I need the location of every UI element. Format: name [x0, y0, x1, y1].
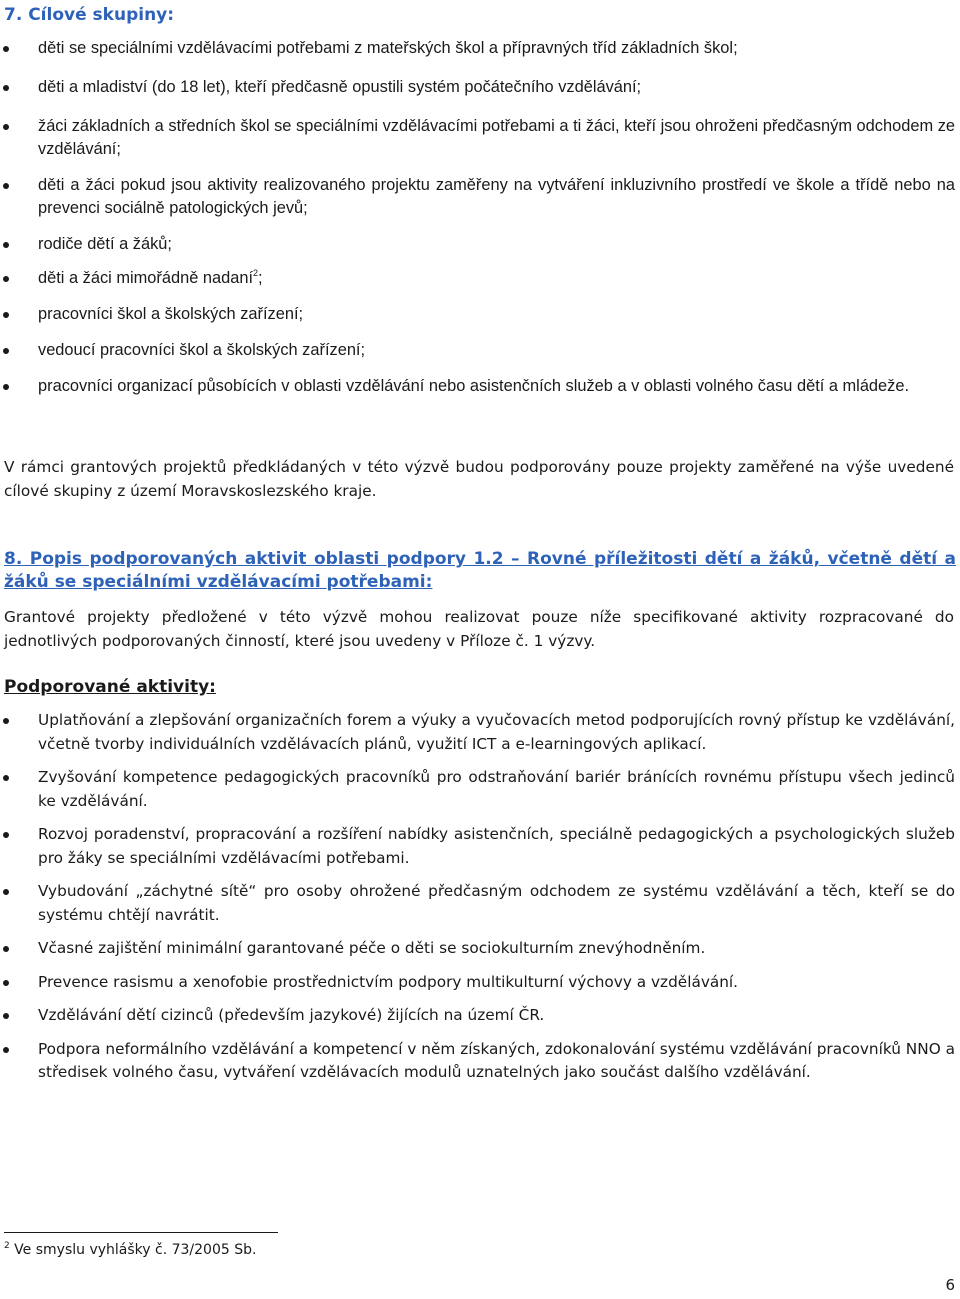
list-item [0, 76, 960, 99]
list-item-text: žáci základních a středních škol se speciálními vzdělávacími potřebami a ti žáci, kteří jsou ohroženi předčasným odchodem ze vzdělávání; [38, 117, 955, 158]
list-item [0, 174, 960, 220]
list-item [0, 937, 960, 961]
list-item-text: děti a žáci pokud jsou aktivity realizovaného projektu zaměřeny na vytváření inkluzivního prostředí ve škole a třídě nebo na prevenci sociálně patologických jevů; [38, 176, 955, 217]
list-item-text: Vzdělávání dětí cizinců (především jazykové) žijících na území ČR. [38, 1006, 545, 1024]
bullet-icon [3, 276, 9, 282]
footnote-reference: 2 [253, 268, 259, 278]
bullet-icon [3, 946, 9, 952]
footnote [4, 1240, 256, 1260]
list-item-text: Rozvoj poradenství, propracování a rozšíření nabídky asistenčních, speciálně pedagogických a psychologických služeb pro žáky se speciálními vzdělávacími potřebami. [38, 825, 955, 867]
list-item [0, 37, 960, 60]
list-item [0, 709, 960, 756]
list-item-text: děti a mladiství (do 18 let), kteří předčasně opustili systém počátečního vzdělávání; [38, 78, 642, 96]
bullet-icon [3, 718, 9, 724]
target-groups-paragraph: V rámci grantových projektů předkládaných v této výzvě budou podporovány pouze projekty zaměřené na výše uvedené cílové skupiny z území Moravskoslezského kraje. [4, 458, 954, 500]
list-item [0, 339, 960, 362]
list-item [0, 267, 960, 290]
list-item [0, 1004, 960, 1028]
list-item-text: Podpora neformálního vzdělávání a kompetencí v něm získaných, zdokonalování systému vzdělávání pracovníků NNO a středisek volného času, vytváření vzdělávacích modulů uznatelných jako součást dalšího vzdělávání. [38, 1039, 955, 1081]
bullet-icon [3, 384, 9, 390]
list-item-text: Zvyšování kompetence pedagogických pracovníků pro odstraňování bariér bránících rovnému přístupu všech jedinců ke vzdělávání. [38, 768, 955, 810]
section-7-heading: 7. Cílové skupiny: [4, 5, 175, 25]
list-item-text: Prevence rasismu a xenofobie prostřednictvím podpory multikulturní výchovy a vzdělávání. [38, 972, 739, 991]
list-item-text: Uplatňování a zlepšování organizačních forem a výuky a vyučovacích metod podporujících rovný přístup ke vzdělávání, včetně tvorby individuálních vzdělávacích plánů, využití ICT a e-learningových aplikací. [38, 711, 955, 753]
list-item-text: vedoucí pracovníci škol a školských zařízení; [38, 341, 366, 359]
bullet-icon [3, 832, 9, 838]
bullet-icon [3, 775, 9, 781]
bullet-icon [3, 980, 9, 986]
list-item-text: pracovníci organizací působících v oblasti vzdělávání nebo asistenčních služeb a v oblasti volného času dětí a mládeže. [38, 377, 910, 395]
footnote-divider [4, 1232, 278, 1233]
list-item-text-main: děti a žáci mimořádně nadaní [38, 269, 254, 287]
supported-activities-list [0, 709, 960, 1085]
list-item-text: pracovníci škol a školských zařízení; [38, 305, 304, 323]
list-item-text: děti se speciálními vzdělávacími potřebami z mateřských škol a přípravných tříd základních škol; [38, 39, 738, 57]
list-item [0, 375, 960, 398]
list-item-text: Včasné zajištění minimální garantované péče o děti se sociokulturním znevýhodněním. [38, 939, 706, 957]
list-item-text [38, 267, 955, 290]
supported-activities-heading: Podporované aktivity: [4, 677, 216, 697]
bullet-icon [3, 1047, 9, 1053]
list-item [0, 971, 960, 995]
page-number: 6 [945, 1276, 955, 1294]
list-item-text: Vybudování „záchytné sítě“ pro osoby ohrožené předčasným odchodem ze systému vzdělávání a těch, kteří se do systému chtějí navrátit. [38, 882, 955, 924]
bullet-icon [3, 242, 9, 248]
list-item [0, 880, 960, 927]
bullet-icon [3, 85, 9, 91]
bullet-icon [3, 1013, 9, 1019]
bullet-icon [3, 348, 9, 354]
activities-intro-paragraph: Grantové projekty předložené v této výzvě mohou realizovat pouze níže specifikované aktivity rozpracované do jednotlivých podporovaných činností, které jsou uvedeny v Příloze č. 1 výzvy. [4, 608, 954, 650]
bullet-icon [3, 46, 9, 52]
list-item [0, 115, 960, 161]
bullet-icon [3, 183, 9, 189]
bullet-icon [3, 312, 9, 318]
footnote-mark: 2 [4, 1241, 10, 1251]
footnote-text: Ve smyslu vyhlášky č. 73/2005 Sb. [9, 1242, 257, 1258]
list-item-text: rodiče dětí a žáků; [38, 235, 172, 253]
bullet-icon [3, 124, 9, 130]
list-item [0, 1038, 960, 1085]
list-item [0, 823, 960, 870]
bullet-icon [3, 889, 9, 895]
list-item [0, 233, 960, 256]
list-item [0, 303, 960, 326]
list-item-text-end: ; [258, 269, 263, 287]
target-groups-list [0, 37, 960, 398]
list-item [0, 766, 960, 813]
section-8-heading: 8. Popis podporovaných aktivit oblasti podpory 1.2 – Rovné příležitosti dětí a žáků, včetně dětí a žáků se speciálními vzdělávacími potřebami: [4, 549, 956, 592]
